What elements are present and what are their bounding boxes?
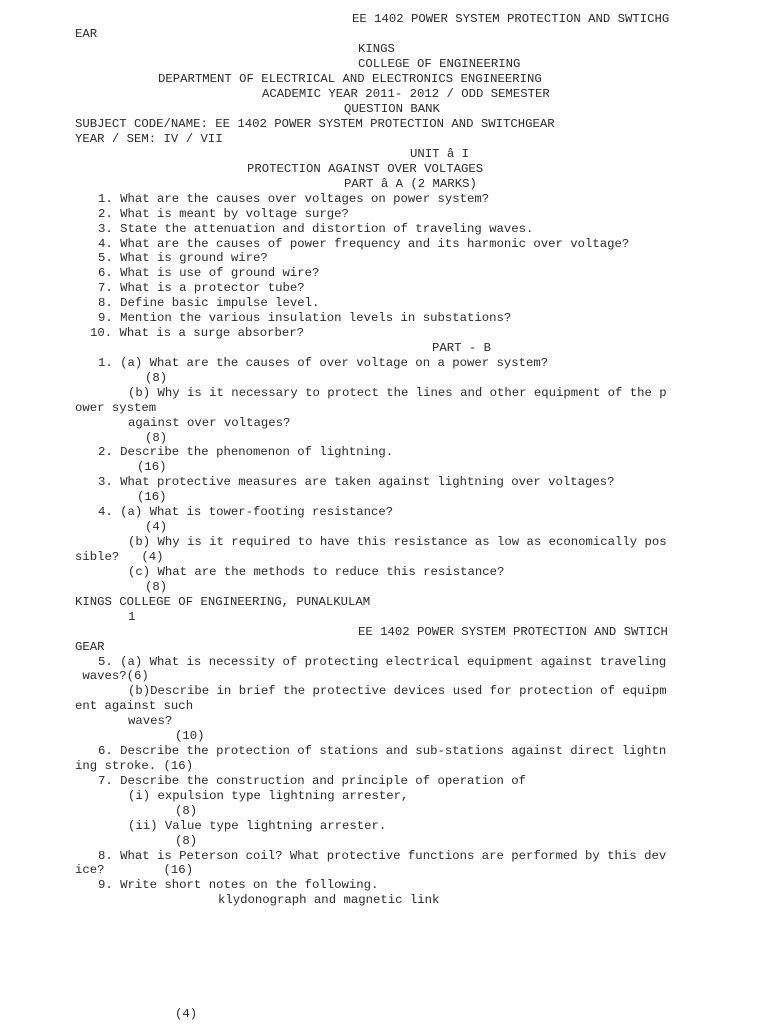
part-a-question: 4. What are the causes of power frequency and its harmonic over voltage? (98, 237, 630, 251)
part-b-question: 8. What is Peterson coil? What protective functions are performed by this dev (98, 849, 667, 863)
part-b-question-continued: waves?(6) (75, 669, 149, 683)
question-marks: (16) (137, 490, 167, 504)
part-b-question: 2. Describe the phenomenon of lightning. (98, 445, 394, 459)
part-a-heading: PART â A (2 MARKS) (344, 177, 477, 191)
header-2-line-2: GEAR (75, 640, 105, 654)
part-a-question: 9. Mention the various insulation levels in substations? (98, 311, 512, 325)
part-b-question: (b) Why is it necessary to protect the lines and other equipment of the p (128, 386, 667, 400)
college-name-line-1: KINGS (358, 42, 395, 56)
question-marks: (10) (175, 729, 205, 743)
part-b-question-topic: klydonograph and magnetic link (218, 893, 440, 907)
part-b-question: 3. What protective measures are taken against lightning over voltages? (98, 475, 615, 489)
question-marks: (8) (175, 804, 198, 818)
question-marks: (4) (145, 520, 168, 534)
question-marks: (4) (175, 1007, 198, 1021)
college-name-line-2: COLLEGE OF ENGINEERING (358, 57, 521, 71)
year-sem-line: YEAR / SEM: IV / VII (75, 132, 223, 146)
part-b-question: (b)Describe in brief the protective devices used for protection of equipm (128, 684, 667, 698)
part-b-question-continued: ent against such (75, 699, 194, 713)
part-b-question: (c) What are the methods to reduce this resistance? (128, 565, 505, 579)
question-marks: (16) (137, 460, 167, 474)
part-b-question: 6. Describe the protection of stations and sub-stations against direct lightn (98, 744, 667, 758)
part-b-question-continued: ice? (16) (75, 863, 194, 877)
question-marks: (8) (145, 580, 168, 594)
part-b-question: (ii) Value type lightning arrester. (128, 819, 387, 833)
part-b-question: (i) expulsion type lightning arrester, (128, 789, 409, 803)
part-a-question: 6. What is use of ground wire? (98, 266, 320, 280)
unit-title: PROTECTION AGAINST OVER VOLTAGES (247, 162, 484, 176)
header-1-line-2: EAR (75, 27, 98, 41)
question-marks: (8) (175, 834, 198, 848)
part-a-question: 7. What is a protector tube? (98, 281, 305, 295)
question-marks: (8) (145, 371, 168, 385)
department: DEPARTMENT OF ELECTRICAL AND ELECTRONICS ENGINEERING (158, 72, 542, 86)
part-b-heading: PART - B (432, 341, 492, 355)
part-a-question: 1. What are the causes over voltages on power system? (98, 192, 490, 206)
part-a-question: 5. What is ground wire? (98, 251, 268, 265)
header-1-line-1: EE 1402 POWER SYSTEM PROTECTION AND SWTICHG (352, 12, 670, 26)
part-b-question: (b) Why is it required to have this resistance as low as economically pos (128, 535, 667, 549)
part-b-question: 5. (a) What is necessity of protecting electrical equipment against traveling (98, 655, 667, 669)
academic-year: ACADEMIC YEAR 2011- 2012 / ODD SEMESTER (262, 87, 550, 101)
part-b-question-continued: waves? (128, 714, 173, 728)
part-b-question: 1. (a) What are the causes of over voltage on a power system? (98, 356, 549, 370)
part-b-question-continued: ower system (75, 401, 157, 415)
subject-line: SUBJECT CODE/NAME: EE 1402 POWER SYSTEM PROTECTION AND SWITCHGEAR (75, 117, 555, 131)
part-b-question-continued: against over voltages? (128, 416, 291, 430)
unit-heading: UNIT â I (410, 147, 470, 161)
part-a-question: 2. What is meant by voltage surge? (98, 207, 349, 221)
part-b-question-continued: sible? (4) (75, 550, 164, 564)
header-2-line-1: EE 1402 POWER SYSTEM PROTECTION AND SWTICH (358, 625, 668, 639)
doc-type: QUESTION BANK (344, 102, 440, 116)
part-a-question: 3. State the attenuation and distortion of traveling waves. (98, 222, 534, 236)
part-b-question-continued: ing stroke. (16) (75, 759, 194, 773)
part-a-question: 10. What is a surge absorber? (90, 326, 305, 340)
part-b-question: 7. Describe the construction and principle of operation of (98, 774, 527, 788)
part-a-question: 8. Define basic impulse level. (98, 296, 320, 310)
question-marks: (8) (145, 431, 168, 445)
page-number: 1 (128, 610, 136, 624)
part-b-question: 9. Write short notes on the following. (98, 878, 379, 892)
page-footer-college: KINGS COLLEGE OF ENGINEERING, PUNALKULAM (75, 595, 371, 609)
part-b-question: 4. (a) What is tower-footing resistance? (98, 505, 394, 519)
